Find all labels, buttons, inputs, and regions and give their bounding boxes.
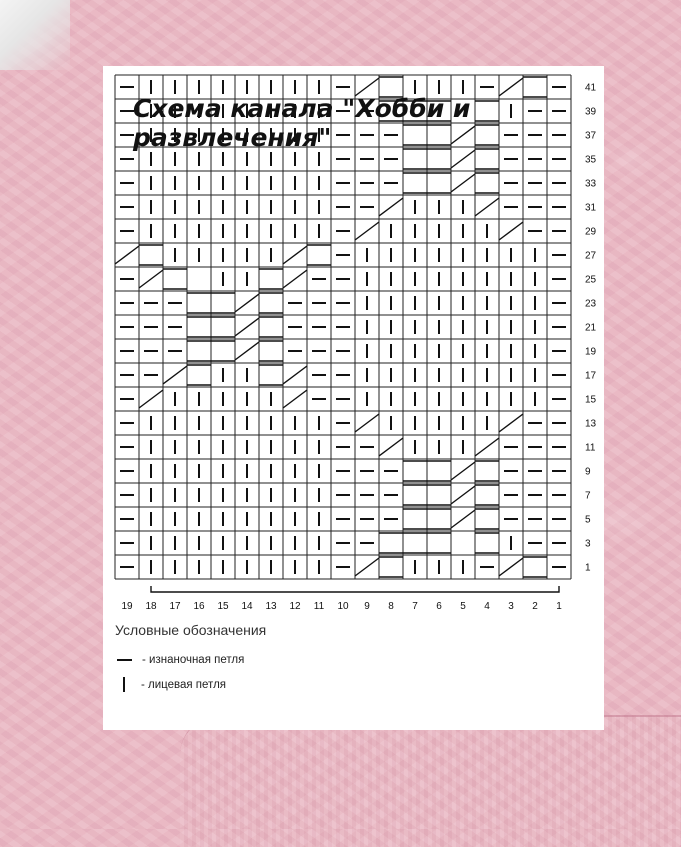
- sweater-hem: [180, 715, 681, 847]
- row-label: 39: [585, 106, 597, 118]
- chart-title: Схема канала "Хобби и развлечения": [133, 94, 471, 152]
- row-label: 17: [585, 370, 597, 382]
- row-label: 3: [585, 538, 591, 550]
- row-label: 7: [585, 490, 591, 502]
- row-label: 27: [585, 250, 597, 262]
- cable-cross: [499, 414, 523, 432]
- row-label: 41: [585, 82, 597, 94]
- column-label: 19: [121, 601, 133, 612]
- legend-title: Условные обозначения: [115, 622, 267, 638]
- column-label: 16: [193, 601, 205, 612]
- column-label: 15: [217, 601, 229, 612]
- cable-cross: [451, 510, 475, 528]
- cable-cross: [235, 318, 259, 336]
- row-label: 1: [585, 562, 591, 574]
- row-label: 9: [585, 466, 591, 478]
- cable-cross: [283, 390, 307, 408]
- column-label: 18: [145, 601, 157, 612]
- column-label: 7: [412, 601, 418, 612]
- row-label: 5: [585, 514, 591, 526]
- cable-cross: [499, 558, 523, 576]
- column-label: 13: [265, 601, 277, 612]
- cable-cross: [139, 390, 163, 408]
- column-label: 8: [388, 601, 394, 612]
- white-drape-corner: [0, 0, 70, 70]
- cable-cross: [283, 366, 307, 384]
- row-label: 19: [585, 346, 597, 358]
- column-label: 5: [460, 601, 466, 612]
- column-label: 6: [436, 601, 442, 612]
- row-label: 37: [585, 130, 597, 142]
- row-label: 25: [585, 274, 597, 286]
- chart-sheet: [103, 66, 604, 730]
- cable-cross: [451, 174, 475, 192]
- column-label: 2: [532, 601, 538, 612]
- purl-symbol-icon: [117, 659, 132, 661]
- column-label: 14: [241, 601, 253, 612]
- knit-symbol-icon: [123, 677, 125, 692]
- row-label: 13: [585, 418, 597, 430]
- row-label: 31: [585, 202, 597, 214]
- cable-cross: [283, 246, 307, 264]
- cable-cross: [499, 222, 523, 240]
- cable-cross: [355, 558, 379, 576]
- column-label: 3: [508, 601, 514, 612]
- cable-cross: [115, 246, 139, 264]
- column-label: 12: [289, 601, 301, 612]
- row-label: 29: [585, 226, 597, 238]
- cable-cross: [283, 270, 307, 288]
- column-label: 4: [484, 601, 490, 612]
- row-label: 21: [585, 322, 597, 334]
- row-label: 11: [585, 442, 596, 454]
- legend-label-purl: - изнаночная петля: [142, 654, 245, 666]
- cable-cross: [235, 342, 259, 360]
- cable-cross: [451, 462, 475, 480]
- legend-label-knit: - лицевая петля: [141, 678, 227, 691]
- column-label: 9: [364, 601, 370, 612]
- legend-item-knit: [117, 677, 226, 692]
- cable-cross: [499, 78, 523, 96]
- cable-cross: [379, 198, 403, 216]
- cable-cross: [379, 438, 403, 456]
- column-label: 1: [556, 601, 562, 612]
- cable-cross: [451, 150, 475, 168]
- legend-item-purl: [117, 654, 244, 666]
- row-label: 35: [585, 154, 597, 166]
- cable-cross: [451, 486, 475, 504]
- row-label: 23: [585, 298, 597, 310]
- column-label: 10: [337, 601, 349, 612]
- cable-cross: [475, 198, 499, 216]
- cable-cross: [355, 414, 379, 432]
- cable-cross: [475, 438, 499, 456]
- cable-cross: [235, 294, 259, 312]
- repeat-bracket: [151, 586, 559, 592]
- cable-cross: [163, 366, 187, 384]
- cable-cross: [139, 270, 163, 288]
- cable-cross: [355, 222, 379, 240]
- row-label: 15: [585, 394, 597, 406]
- column-label: 17: [169, 601, 181, 612]
- row-label: 33: [585, 178, 597, 190]
- column-label: 11: [313, 601, 325, 612]
